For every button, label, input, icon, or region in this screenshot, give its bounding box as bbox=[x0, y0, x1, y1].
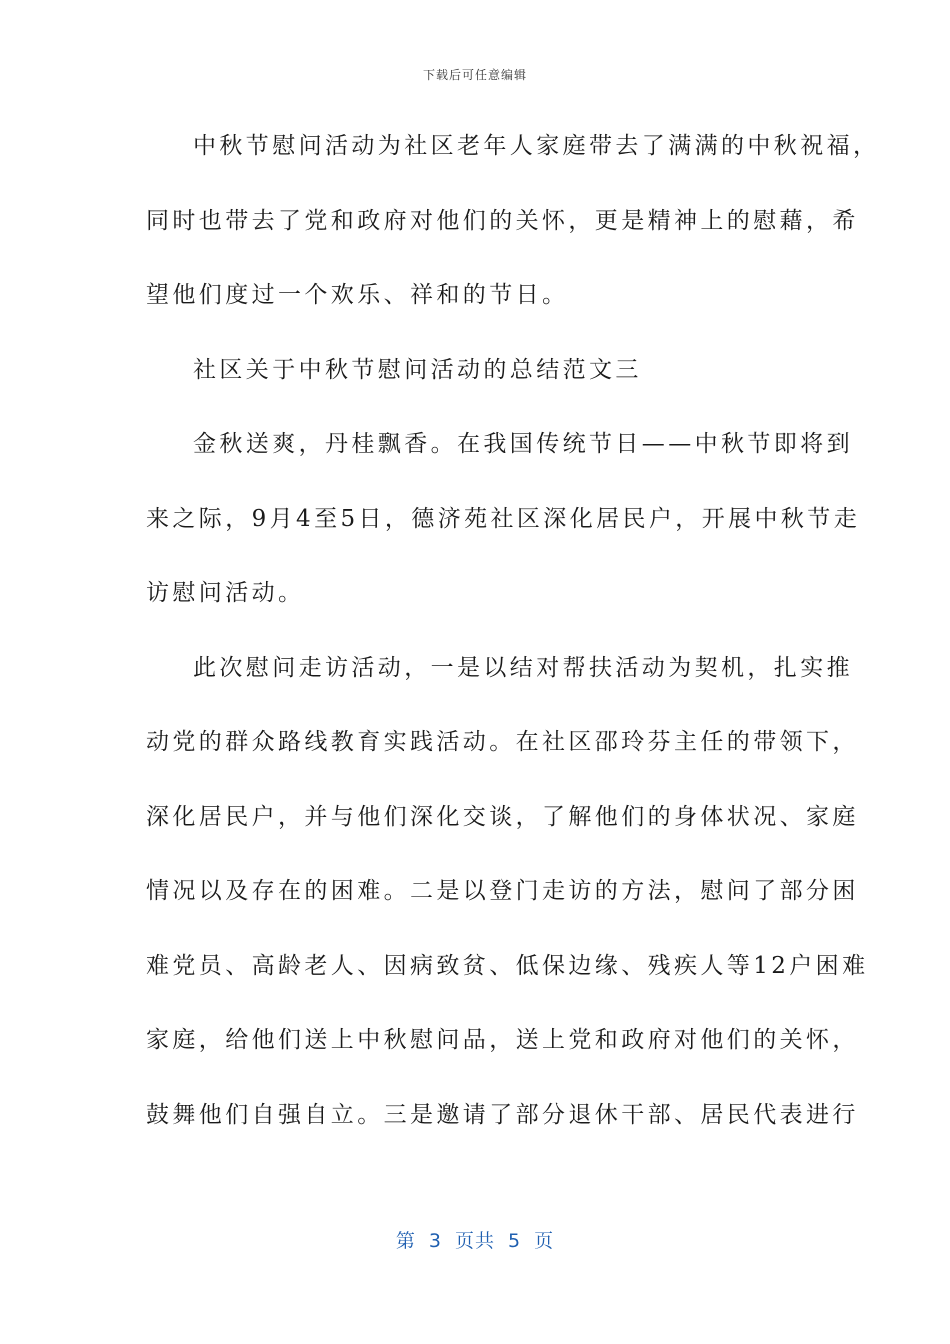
section-heading: 社区关于中秋节慰问活动的总结范文三 bbox=[193, 356, 642, 383]
paragraph-line: 鼓舞他们自强自立。三是邀请了部分退休干部、居民代表进行 bbox=[146, 1101, 859, 1128]
paragraph-line: 同时也带去了党和政府对他们的关怀，更是精神上的慰藉，希 bbox=[146, 207, 859, 234]
paragraph-line: 情况以及存在的困难。二是以登门走访的方法，慰问了部分困 bbox=[146, 878, 859, 904]
paragraph-line: 金秋送爽，丹桂飘香。在我国传统节日——中秋节即将到 bbox=[193, 431, 853, 457]
page-number: 第 3 页共 5 页 bbox=[395, 1230, 555, 1252]
document-body bbox=[146, 118, 880, 1161]
header-note: 下载后可任意编辑 bbox=[422, 68, 527, 82]
paragraph-line: 动党的群众路线教育实践活动。在社区邵玲芬主任的带领下， bbox=[146, 729, 859, 755]
paragraph-line: 难党员、高龄老人、因病致贫、低保边缘、残疾人等12户困难 bbox=[146, 952, 869, 979]
paragraph-line: 深化居民户，并与他们深化交谈，了解他们的身体状况、家庭 bbox=[146, 803, 859, 830]
paragraph-line: 中秋节慰问活动为社区老年人家庭带去了满满的中秋祝福， bbox=[193, 133, 880, 159]
paragraph-line: 访慰问活动。 bbox=[146, 580, 305, 606]
paragraph-line: 望他们度过一个欢乐、祥和的节日。 bbox=[146, 282, 569, 308]
paragraph-line: 来之际，9月4至5日，德济苑社区深化居民户，开展中秋节走 bbox=[146, 505, 861, 532]
paragraph-line: 家庭，给他们送上中秋慰问品，送上党和政府对他们的关怀， bbox=[146, 1027, 859, 1053]
paragraph-line: 此次慰问走访活动，一是以结对帮扶活动为契机，扎实推 bbox=[193, 654, 853, 681]
